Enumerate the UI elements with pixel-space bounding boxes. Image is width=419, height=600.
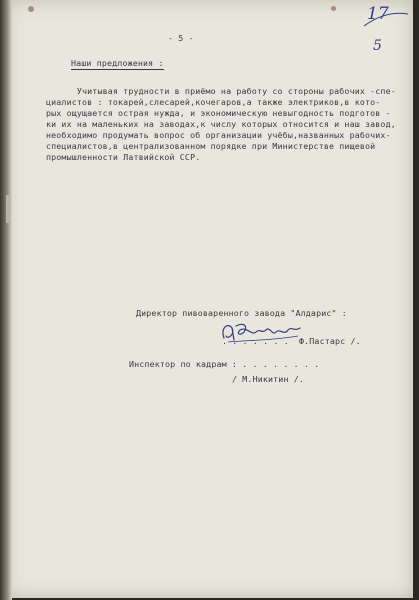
inspector-name: / М.Никитин /. (232, 374, 305, 384)
body-line: рых ощущается острая нужда, и экономическую невыгодность подготов - (46, 108, 391, 118)
body-line: необходимо продумать вопрос об организации учёбы,названных рабочих- (46, 130, 391, 140)
page-number: - 5 - (168, 33, 194, 43)
director-name: Ф.Пастарс /. (299, 336, 361, 346)
stain-mark (28, 6, 34, 12)
binding-mark (6, 195, 10, 223)
signature-dots: . . . . . . . (222, 336, 289, 346)
section-heading: Наши предложения : (71, 58, 164, 70)
body-line: Учитывая трудности в приёмо на работу со стороны рабочих -спе- (46, 86, 396, 96)
stain-mark (331, 6, 336, 11)
body-line: ки их на маленьких на заводах,к числу которых относится и наш завод, (46, 119, 396, 129)
body-line: циалистов : токарей,слесарей,кочегаров,а также электриков,в кото- (46, 97, 381, 107)
folio-circle-stroke (360, 8, 412, 30)
folio-number: 17 (367, 4, 389, 24)
folio-number-secondary: 5 (373, 38, 382, 54)
body-line: специалистов,в централизованном порядке при Министерстве пищевой (46, 141, 376, 151)
handwritten-signature (218, 318, 304, 346)
director-title: Директор пивоваренного завода "Алдарис" : (136, 308, 347, 318)
body-line: промышленности Латвийской ССР. (46, 152, 201, 162)
inspector-title: Инспектор по кадрам : . . . . . . . . (129, 359, 320, 369)
binding-edge (0, 0, 12, 600)
